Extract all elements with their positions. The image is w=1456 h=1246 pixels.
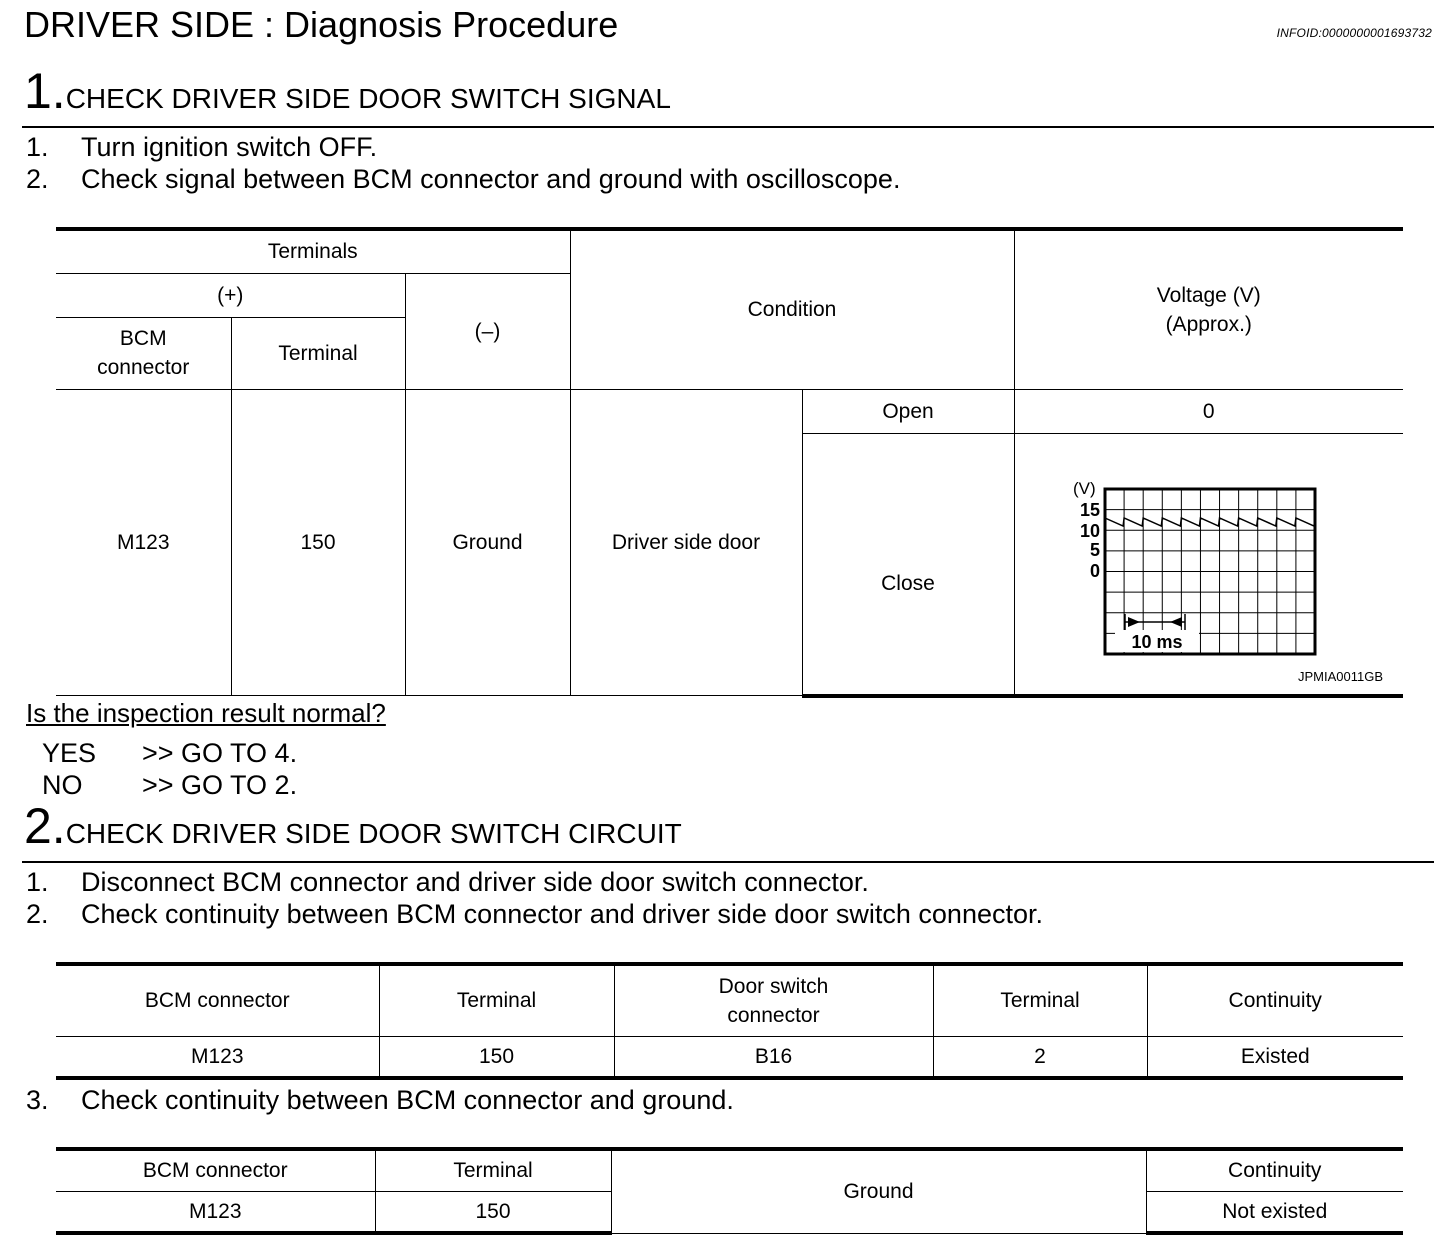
answer-yes[interactable]: YES >> GO TO 4. (42, 738, 298, 768)
header-minus: (–) (405, 273, 570, 389)
step-2-instruction-3 (26, 1084, 734, 1116)
instruction-item: 2. Check continuity between BCM connector and driver side door switch connector. (26, 899, 1043, 929)
cell-voltage-close (1014, 433, 1403, 696)
header-door-switch-connector: Door switch connector (614, 964, 933, 1036)
cell-terminal: 150 (379, 1036, 614, 1078)
cell-minus: Ground (405, 389, 570, 696)
continuity-table-ground (56, 1147, 1403, 1235)
step-1-title: CHECK DRIVER SIDE DOOR SWITCH SIGNAL (65, 83, 671, 114)
header-continuity: Continuity (1147, 964, 1403, 1036)
header-plus: (+) (56, 273, 405, 317)
step-2-heading (24, 797, 682, 855)
info-id: INFOID:0000000001693732 (1276, 26, 1432, 40)
header-terminal: Terminal (933, 964, 1147, 1036)
header-bcm-connector: BCM connector (56, 1149, 375, 1191)
y-unit-label: (V) (1072, 478, 1096, 498)
y-tick-5: 5 (1089, 539, 1100, 560)
step-2-instructions (26, 866, 1043, 930)
cell-continuity: Existed (1147, 1036, 1403, 1078)
header-condition: Condition (570, 229, 1014, 389)
inspection-answers (42, 737, 297, 801)
step-1-number: 1. (24, 63, 66, 119)
header-voltage: Voltage (V) (Approx.) (1014, 229, 1403, 389)
cell-continuity: Not existed (1146, 1191, 1403, 1233)
instruction-item: 2. Check signal between BCM connector and ground with oscilloscope. (26, 164, 901, 194)
step-2-title: CHECK DRIVER SIDE DOOR SWITCH CIRCUIT (65, 818, 682, 849)
header-terminal: Terminal (379, 964, 614, 1036)
cell-bcm-connector: M123 (56, 389, 231, 696)
y-tick-0: 0 (1089, 560, 1100, 581)
signal-check-table (56, 227, 1403, 698)
figure-id: JPMIA0011GB (1297, 668, 1383, 684)
cell-terminal: 150 (375, 1191, 611, 1233)
step-1-heading (24, 62, 671, 120)
cell-door-switch-connector: B16 (614, 1036, 933, 1078)
cell-terminal: 2 (933, 1036, 1147, 1078)
cell-bcm-connector: M123 (56, 1036, 379, 1078)
step-1-divider (22, 126, 1434, 128)
header-continuity: Continuity (1146, 1149, 1403, 1191)
instruction-item: 3. Check continuity between BCM connector and ground. (26, 1085, 734, 1115)
instruction-item: 1. Disconnect BCM connector and driver side door switch connector. (26, 867, 869, 897)
header-terminal: Terminal (231, 317, 405, 389)
cell-state-close: Close (802, 433, 1014, 696)
cell-condition: Driver side door (570, 389, 802, 696)
header-bcm-connector: BCM connector (56, 317, 231, 389)
cell-ground: Ground (611, 1149, 1146, 1233)
step-1-instructions (26, 131, 900, 195)
waveform-trace (1105, 518, 1315, 526)
header-terminals: Terminals (56, 229, 570, 273)
header-terminal: Terminal (375, 1149, 611, 1191)
step-2-number: 2. (24, 798, 66, 854)
page-title: DRIVER SIDE : Diagnosis Procedure (24, 4, 619, 45)
oscilloscope-waveform (1015, 434, 1403, 694)
continuity-table-connectors (56, 962, 1403, 1080)
instruction-item: 1. Turn ignition switch OFF. (26, 132, 378, 162)
time-scale-label: 10 ms (1131, 631, 1183, 652)
step-2-divider (22, 861, 1434, 863)
answer-no[interactable]: NO >> GO TO 2. (42, 770, 298, 800)
header-bcm-connector: BCM connector (56, 964, 379, 1036)
cell-state-open: Open (802, 389, 1014, 433)
inspection-question: Is the inspection result normal? (26, 698, 386, 728)
cell-bcm-connector: M123 (56, 1191, 375, 1233)
cell-terminal: 150 (231, 389, 405, 696)
y-tick-15: 15 (1079, 499, 1100, 520)
cell-voltage-open: 0 (1014, 389, 1403, 433)
y-tick-10: 10 (1079, 520, 1100, 541)
